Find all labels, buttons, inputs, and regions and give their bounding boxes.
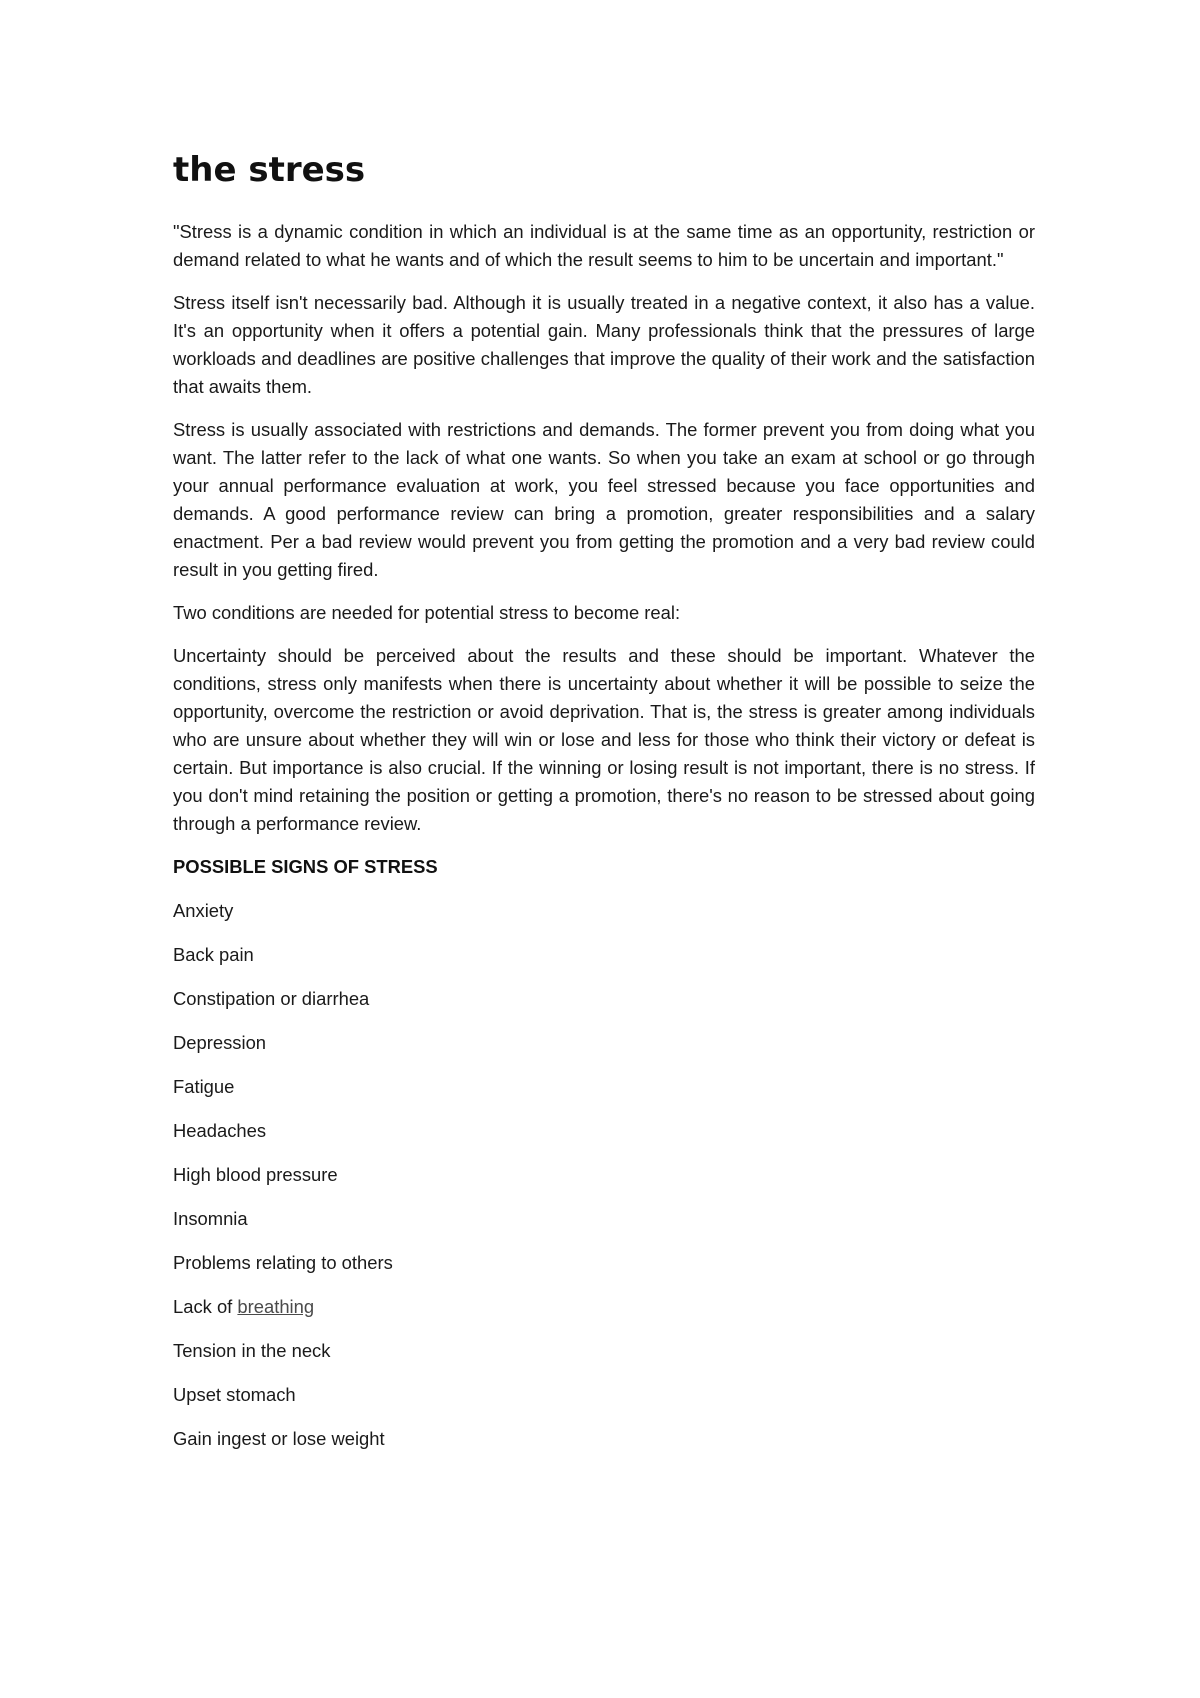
sign-item: Tension in the neck xyxy=(173,1340,331,1361)
sign-item-lack-of-breathing xyxy=(173,1293,1035,1321)
sign-item-prefix: Lack of xyxy=(173,1296,238,1317)
signs-list xyxy=(173,897,1035,1453)
paragraph-value: Stress itself isn't necessarily bad. Although it is usually treated in a negative context, it also has a value. It's an opportunity when it offers a potential gain. Many professionals think that the pressures of large workloads and deadlines are positive challenges that improve the quality of their work and the satisfaction that awaits them. xyxy=(173,292,1035,397)
sign-item: Gain ingest or lose weight xyxy=(173,1428,385,1449)
sign-item: Back pain xyxy=(173,944,254,965)
sign-item: Insomnia xyxy=(173,1208,248,1229)
sign-item: Anxiety xyxy=(173,900,234,921)
document-body xyxy=(173,148,1035,1469)
paragraph-restrictions: Stress is usually associated with restrictions and demands. The former prevent you from doing what you want. The latter refer to the lack of what one wants. So when you take an exam at school or go through your annual performance evaluation at work, you feel stressed because you face opportunities and demands. A good performance review can bring a promotion, greater responsibilities and a salary enactment. Per a bad review would prevent you from getting the promotion and a very bad review could result in you getting fired. xyxy=(173,419,1035,580)
sign-item: High blood pressure xyxy=(173,1164,338,1185)
sign-item: Headaches xyxy=(173,1120,267,1141)
sign-item: Upset stomach xyxy=(173,1384,296,1405)
breathing-link[interactable]: breathing xyxy=(237,1296,315,1317)
sign-item: Depression xyxy=(173,1032,267,1053)
sign-item: Fatigue xyxy=(173,1076,235,1097)
document-title: the stress xyxy=(173,150,366,190)
sign-item: Constipation or diarrhea xyxy=(173,988,370,1009)
paragraph-uncertainty: Uncertainty should be perceived about the results and these should be important. Whatever the conditions, stress only manifests when there is uncertainty about whether it will be possible to seize the opportunity, overcome the restriction or avoid deprivation. That is, the stress is greater among individuals who are unsure about whether they will win or lose and less for those who think their victory or defeat is certain. But importance is also crucial. If the winning or losing result is not important, there is no stress. If you don't mind retaining the position or getting a promotion, there's no reason to be stressed about going through a performance review. xyxy=(173,645,1035,834)
paragraph-conditions-intro: Two conditions are needed for potential stress to become real: xyxy=(173,602,681,623)
signs-heading: POSSIBLE SIGNS OF STRESS xyxy=(173,856,438,877)
sign-item: Problems relating to others xyxy=(173,1252,393,1273)
paragraph-definition: "Stress is a dynamic condition in which an individual is at the same time as an opportunity, restriction or demand related to what he wants and of which the result seems to him to be uncertain and important." xyxy=(173,221,1035,270)
